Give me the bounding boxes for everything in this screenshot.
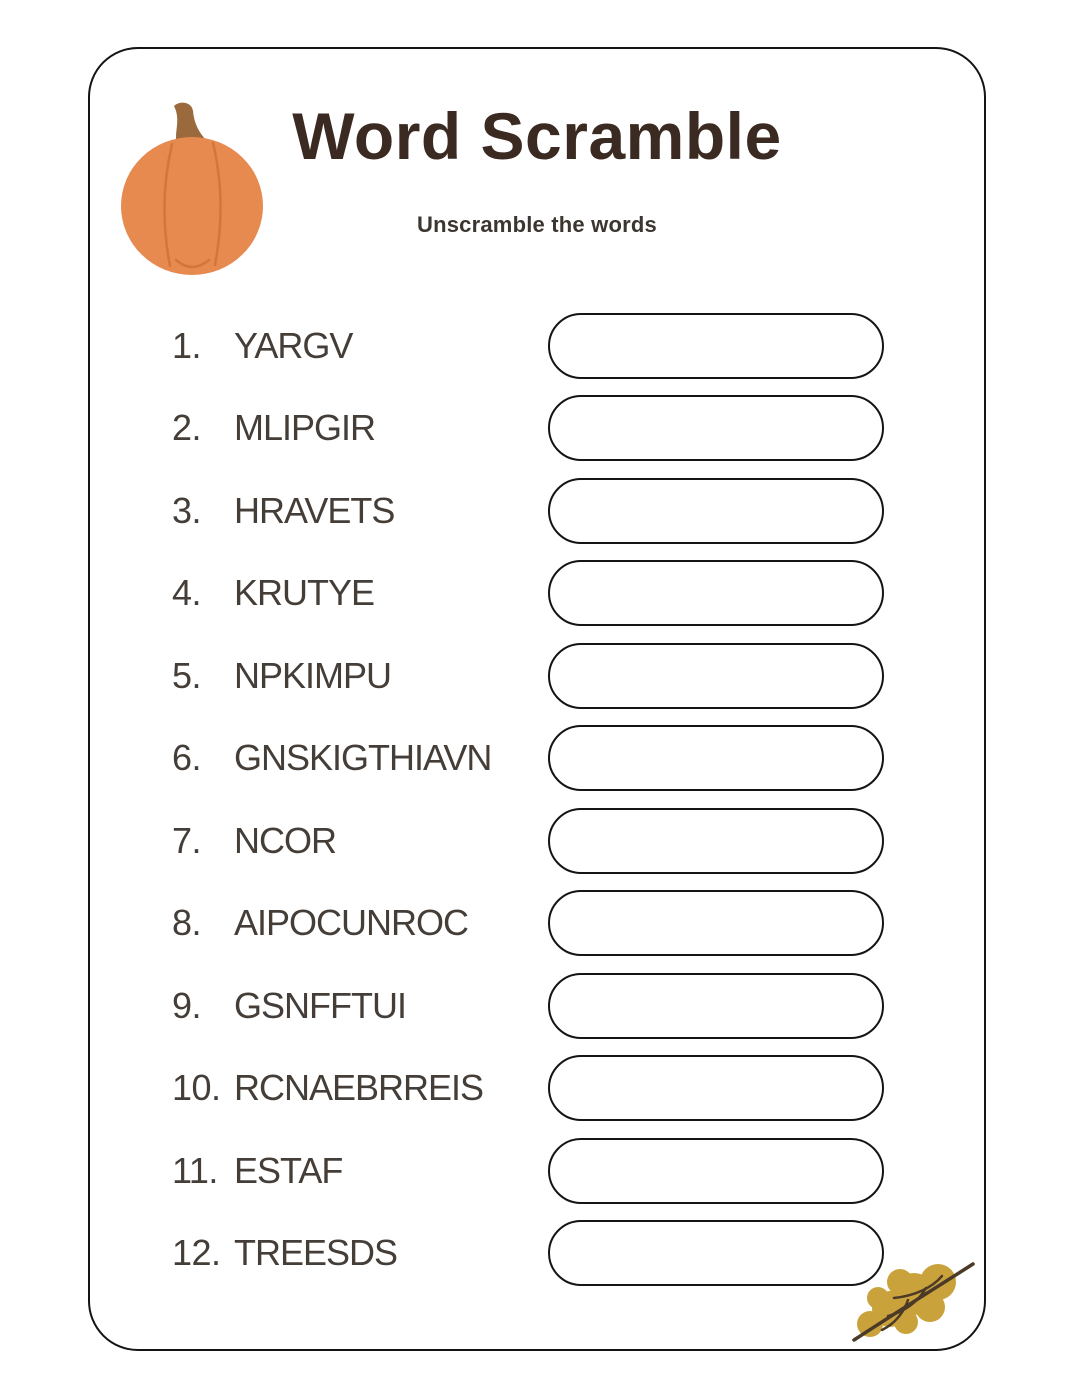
word-number: 3. [172, 489, 202, 531]
word-number: 12. [172, 1231, 221, 1273]
page-title: Word Scramble [292, 99, 782, 173]
scrambled-word: KRUTYE [234, 572, 375, 614]
word-row [0, 552, 1069, 634]
scrambled-word: GSNFFTUI [234, 984, 406, 1026]
answer-blank[interactable] [548, 643, 884, 709]
word-number: 8. [172, 902, 202, 944]
answer-blank[interactable] [548, 478, 884, 544]
answer-blank[interactable] [548, 808, 884, 874]
scrambled-word: AIPOCUNROC [234, 902, 469, 944]
word-row [0, 1047, 1069, 1129]
answer-blank[interactable] [548, 1220, 884, 1286]
scrambled-word: GNSKIGTHIAVN [234, 737, 492, 779]
answer-blank[interactable] [548, 1055, 884, 1121]
scrambled-word: TREESDS [234, 1231, 398, 1273]
scrambled-word: RCNAEBRREIS [234, 1067, 484, 1109]
word-number: 11. [172, 1149, 218, 1191]
word-row [0, 305, 1069, 387]
word-row [0, 635, 1069, 717]
scrambled-word: MLIPGIR [234, 407, 376, 449]
word-number: 5. [172, 654, 202, 696]
oak-leaf-icon [840, 1252, 985, 1352]
answer-blank[interactable] [548, 313, 884, 379]
word-list [0, 305, 1069, 1355]
answer-blank[interactable] [548, 725, 884, 791]
scrambled-word: NCOR [234, 819, 336, 861]
answer-blank[interactable] [548, 1138, 884, 1204]
word-row [0, 800, 1069, 882]
scrambled-word: HRAVETS [234, 489, 395, 531]
word-row [0, 717, 1069, 799]
word-number: 7. [172, 819, 202, 861]
answer-blank[interactable] [548, 560, 884, 626]
word-number: 4. [172, 572, 202, 614]
word-number: 6. [172, 737, 202, 779]
page-subtitle: Unscramble the words [417, 212, 657, 237]
word-row [0, 470, 1069, 552]
word-number: 2. [172, 407, 202, 449]
word-number: 10. [172, 1067, 221, 1109]
word-number: 1. [172, 325, 202, 366]
answer-blank[interactable] [548, 395, 884, 461]
scrambled-word: ESTAF [234, 1149, 343, 1191]
scrambled-word: YARGV [234, 325, 353, 366]
answer-blank[interactable] [548, 890, 884, 956]
word-row [0, 965, 1069, 1047]
word-number: 9. [172, 984, 202, 1026]
answer-blank[interactable] [548, 973, 884, 1039]
word-row [0, 1130, 1069, 1212]
scrambled-word: NPKIMPU [234, 654, 392, 696]
word-row [0, 882, 1069, 964]
word-row [0, 387, 1069, 469]
